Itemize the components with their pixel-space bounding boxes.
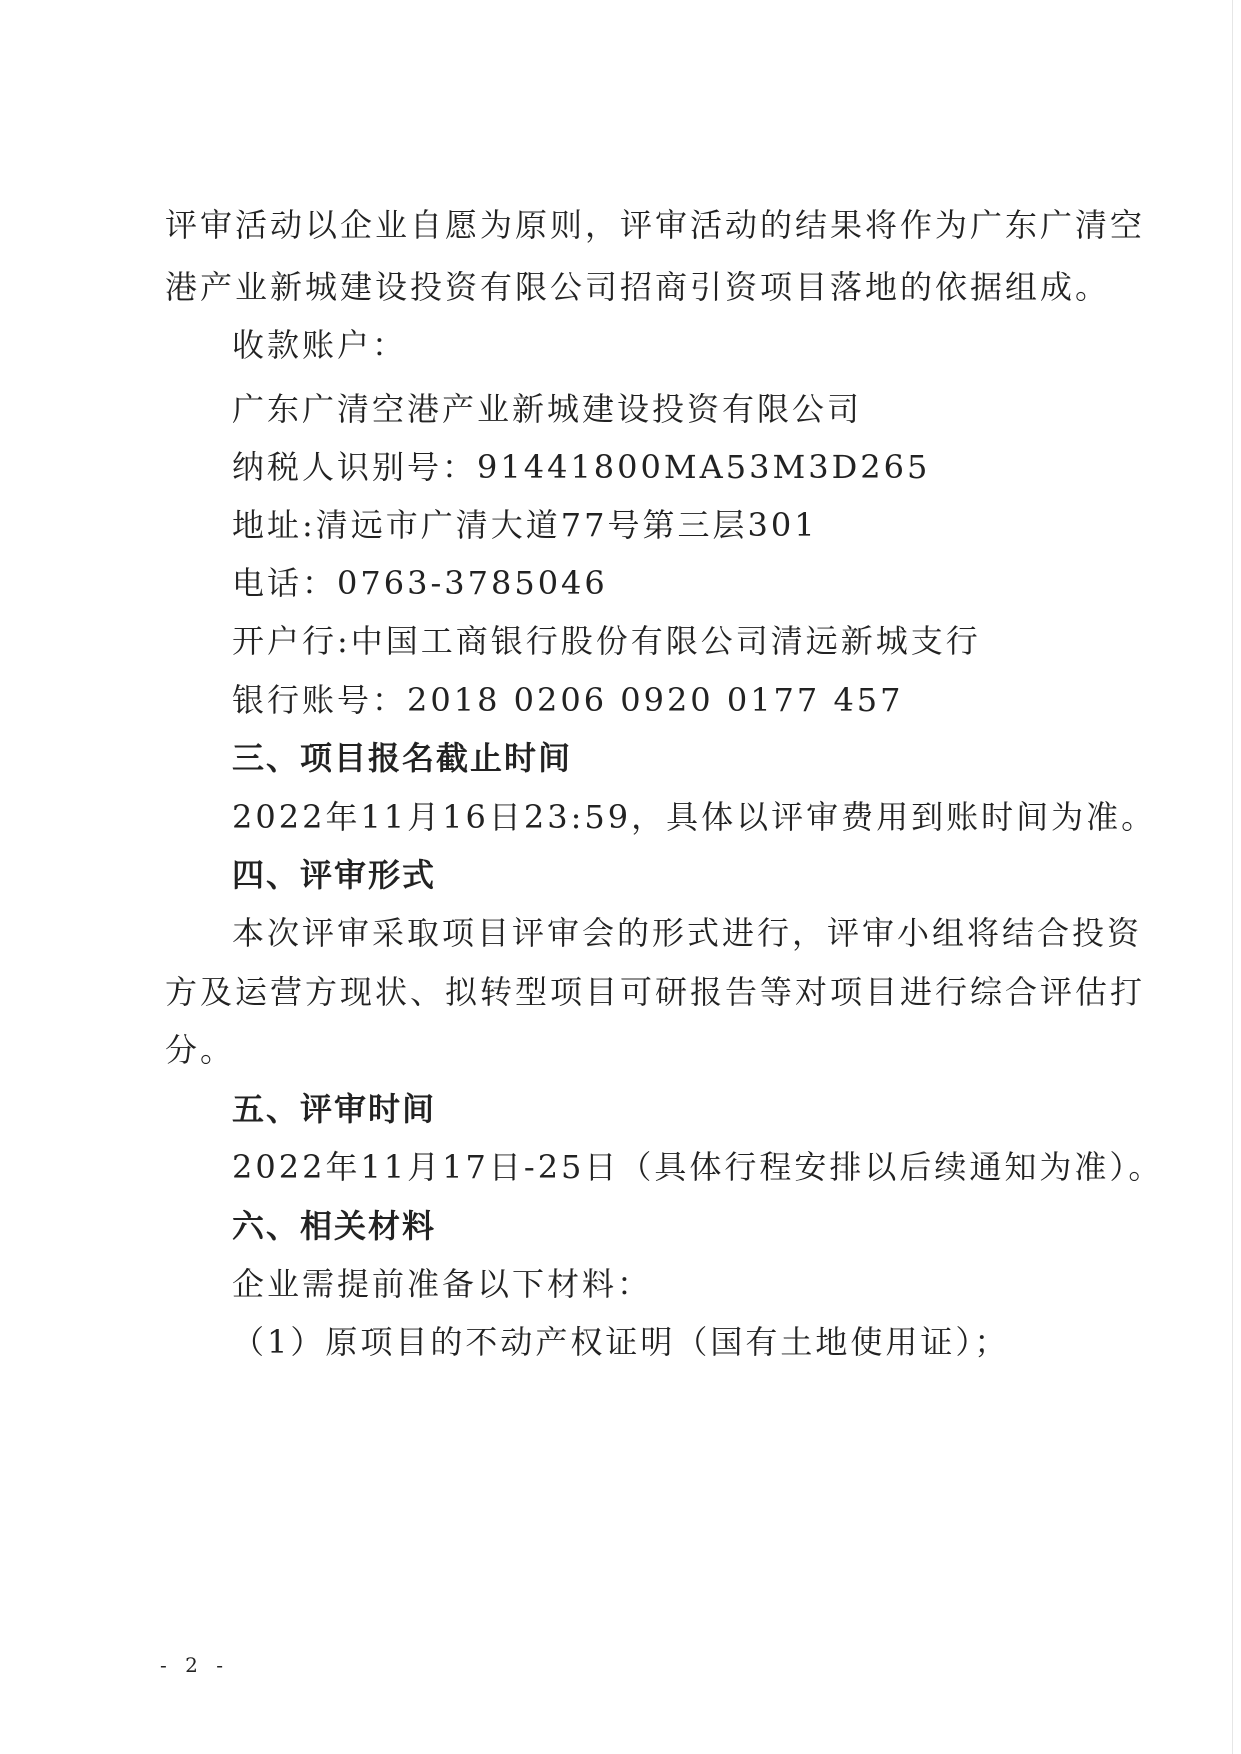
paragraph-line: 分。 — [165, 1031, 236, 1069]
paragraph-line: 方及运营方现状、拟转型项目可研报告等对项目进行综合评估打 — [165, 973, 1146, 1011]
section-heading-format: 四、评审形式 — [232, 856, 437, 894]
section-heading-deadline: 三、项目报名截止时间 — [232, 739, 573, 777]
section-heading-materials: 六、相关材料 — [232, 1207, 437, 1245]
address: 地址:清远市广清大道77号第三层301 — [232, 506, 818, 544]
paragraph-line: 港产业新城建设投资有限公司招商引资项目落地的依据组成。 — [165, 268, 1111, 306]
bank-name: 开户行:中国工商银行股份有限公司清远新城支行 — [232, 622, 981, 660]
tax-id: 纳税人识别号：91441800MA53M3D265 — [232, 448, 931, 486]
bank-account: 银行账号：2018 0206 0920 0177 457 — [232, 681, 904, 719]
page-number: - 2 - — [160, 1653, 229, 1677]
account-company: 广东广清空港产业新城建设投资有限公司 — [232, 390, 863, 428]
materials-intro: 企业需提前准备以下材料： — [232, 1265, 653, 1303]
phone: 电话：0763-3785046 — [232, 564, 608, 602]
paragraph-line: 评审活动以企业自愿为原则，评审活动的结果将作为广东广清空 — [165, 206, 1146, 244]
deadline-text: 2022年11月16日23:59，具体以评审费用到账时间为准。 — [232, 798, 1157, 836]
account-label: 收款账户： — [232, 326, 408, 364]
scan-edge-divider — [1232, 0, 1233, 1754]
section-heading-time: 五、评审时间 — [232, 1090, 437, 1128]
paragraph-line: 本次评审采取项目评审会的形式进行，评审小组将结合投资 — [232, 914, 1143, 952]
materials-item-1: （1）原项目的不动产权证明（国有土地使用证）； — [232, 1323, 1010, 1361]
review-time-text: 2022年11月17日-25日（具体行程安排以后续通知为准）。 — [232, 1148, 1164, 1186]
